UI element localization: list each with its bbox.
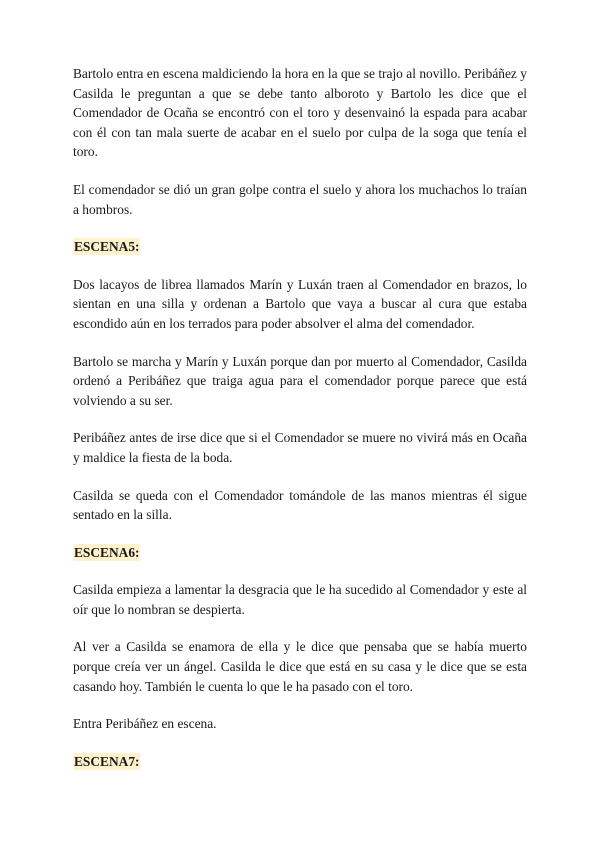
paragraph-casilda-laments: Casilda empieza a lamentar la desgracia que le ha sucedido al Comendador y este al oír que lo nombran se despierta. — [73, 582, 527, 617]
heading-escena-5-label: ESCENA5: — [74, 239, 140, 255]
paragraph-peribanez-curses: Peribáñez antes de irse dice que si el Comendador se muere no vivirá más en Ocaña y maldice la fiesta de la boda. — [73, 430, 527, 465]
paragraph-lacayos: Dos lacayos de librea llamados Marín y Luxán traen al Comendador en brazos, lo sientan en una silla y ordenan a Bartolo que vaya a buscar al cura que estaba escondido aún en los terrados para poder absolver el alma del comendador. — [73, 276, 527, 331]
paragraph-peribanez-enters: Entra Peribáñez en escena. — [73, 716, 217, 732]
paragraph-bartolo-enters: Bartolo entra en escena maldiciendo la hora en la que se trajo al novillo. Peribáñez y Casilda le preguntan a que se debe tanto alboroto y Bartolo les dice que el Comendador de Ocaña se encontró con el toro y desenvainó la espada para acabar con él con tan mala suerte de acabar en el suelo por culpa de la soga que tenía el toro. — [73, 66, 527, 160]
paragraph-casilda-stays: Casilda se queda con el Comendador tomándole de las manos mientras él sigue sentado en la silla. — [73, 487, 527, 523]
heading-escena-5 — [73, 237, 527, 257]
heading-escena-7 — [73, 752, 527, 772]
paragraph-bartolo-leaves: Bartolo se marcha y Marín y Luxán porque dan por muerto al Comendador, Casilda ordenó a Peribáñez que traiga agua para el comendador porque parece que está volviendo a su ser. — [73, 353, 527, 408]
heading-escena-6-label: ESCENA6: — [74, 544, 140, 560]
heading-escena-6 — [73, 543, 527, 563]
heading-escena-7-label: ESCENA7: — [74, 753, 140, 769]
paragraph-comendador-falls: El comendador se dió un gran golpe contra el suelo y ahora los muchachos lo traían a hombros. — [73, 181, 527, 217]
paragraph-comendador-falls-in-love: Al ver a Casilda se enamora de ella y le dice que pensaba que se había muerto porque creía ver un ángel. Casilda le dice que está en su casa y le dice que se esta casando hoy. También le cuenta lo que le ha pasado con el toro. — [73, 639, 527, 694]
document-page — [73, 64, 527, 789]
